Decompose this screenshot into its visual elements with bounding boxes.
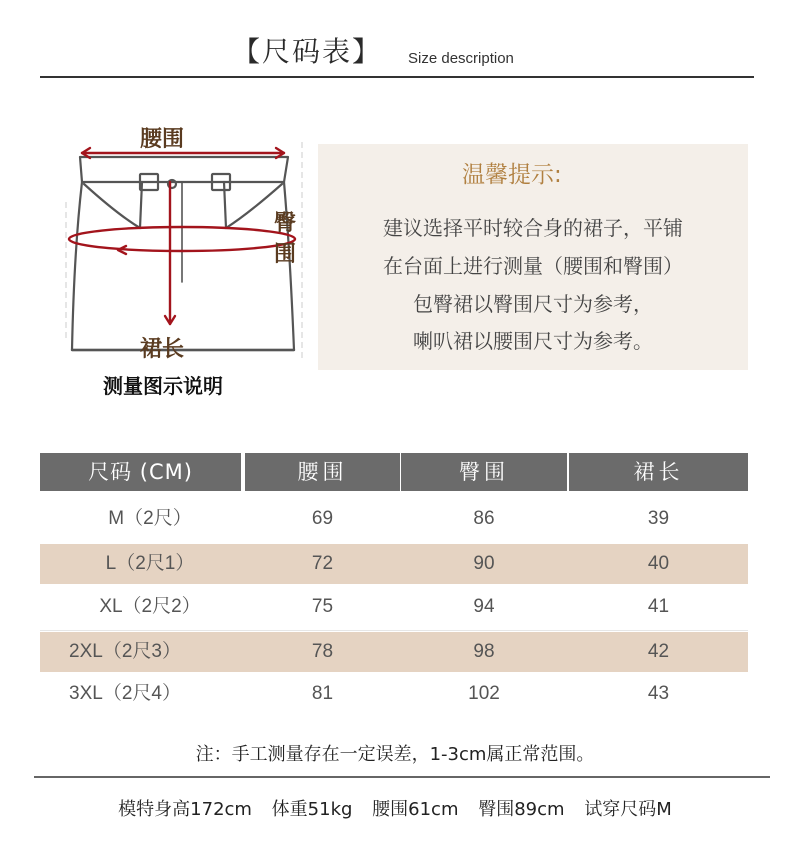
- hip-cell: 98: [473, 641, 495, 662]
- waist-label: 腰围: [140, 127, 185, 152]
- table-row: [40, 674, 748, 714]
- row-divider: [40, 630, 748, 631]
- size-table-header: [40, 453, 748, 491]
- tip-line-1: 建议选择平时较合身的裙子，平铺: [383, 216, 683, 240]
- length-cell: 40: [647, 553, 670, 574]
- hip-cell: 102: [468, 683, 500, 704]
- tips-title: 温馨提示:: [462, 162, 562, 188]
- header-hip: 臀围: [401, 453, 567, 491]
- waist-cell: 78: [311, 641, 334, 662]
- hip-cell: 86: [473, 508, 495, 529]
- model-info: 模特身高172cm 体重51kg 腰围61cm 臀围89cm 试穿尺码M: [118, 799, 672, 820]
- header-waist: 腰围: [245, 453, 400, 491]
- table-row: [40, 632, 748, 672]
- tip-line-2: 在台面上进行测量（腰围和臀围）: [383, 254, 683, 278]
- size-cell: XL（2尺2）: [99, 596, 201, 617]
- hip-label: [272, 208, 298, 270]
- hip-label-char-1: 臀: [273, 211, 296, 236]
- hip-cell: 94: [473, 596, 495, 617]
- length-cell: 41: [647, 596, 670, 617]
- hip-cell: 90: [473, 553, 495, 574]
- size-cell: 3XL（2尺4）: [69, 683, 181, 704]
- waist-cell: 75: [311, 596, 334, 617]
- waist-cell: 69: [311, 508, 334, 529]
- header-divider: [40, 76, 754, 78]
- tip-line-4: 喇叭裙以腰围尺寸为参考。: [413, 329, 653, 353]
- table-row: [40, 499, 748, 539]
- header-length: 裙长: [569, 453, 748, 491]
- footer-divider: [34, 776, 770, 778]
- table-row: [40, 544, 748, 584]
- length-cell: 42: [647, 641, 670, 662]
- size-cell: M（2尺）: [108, 508, 192, 529]
- hip-label-char-2: 围: [273, 242, 296, 267]
- tip-line-3: 包臀裙以臀围尺寸为参考，: [413, 292, 653, 316]
- waist-cell: 81: [311, 683, 334, 704]
- header-size: 尺码 (CM): [40, 453, 241, 491]
- diagram-caption: 测量图示说明: [103, 374, 223, 398]
- length-label: 裙长: [140, 337, 185, 362]
- page-subtitle: Size description: [408, 50, 514, 67]
- waist-cell: 72: [311, 553, 334, 574]
- size-cell: L（2尺1）: [105, 553, 195, 574]
- measurement-note: 注：手工测量存在一定误差，1-3cm属正常范围。: [195, 744, 595, 765]
- page-title: 【尺码表】: [232, 35, 383, 68]
- length-cell: 43: [647, 683, 670, 704]
- table-row: [40, 587, 748, 627]
- length-cell: 39: [647, 508, 670, 529]
- size-cell: 2XL（2尺3）: [69, 641, 181, 662]
